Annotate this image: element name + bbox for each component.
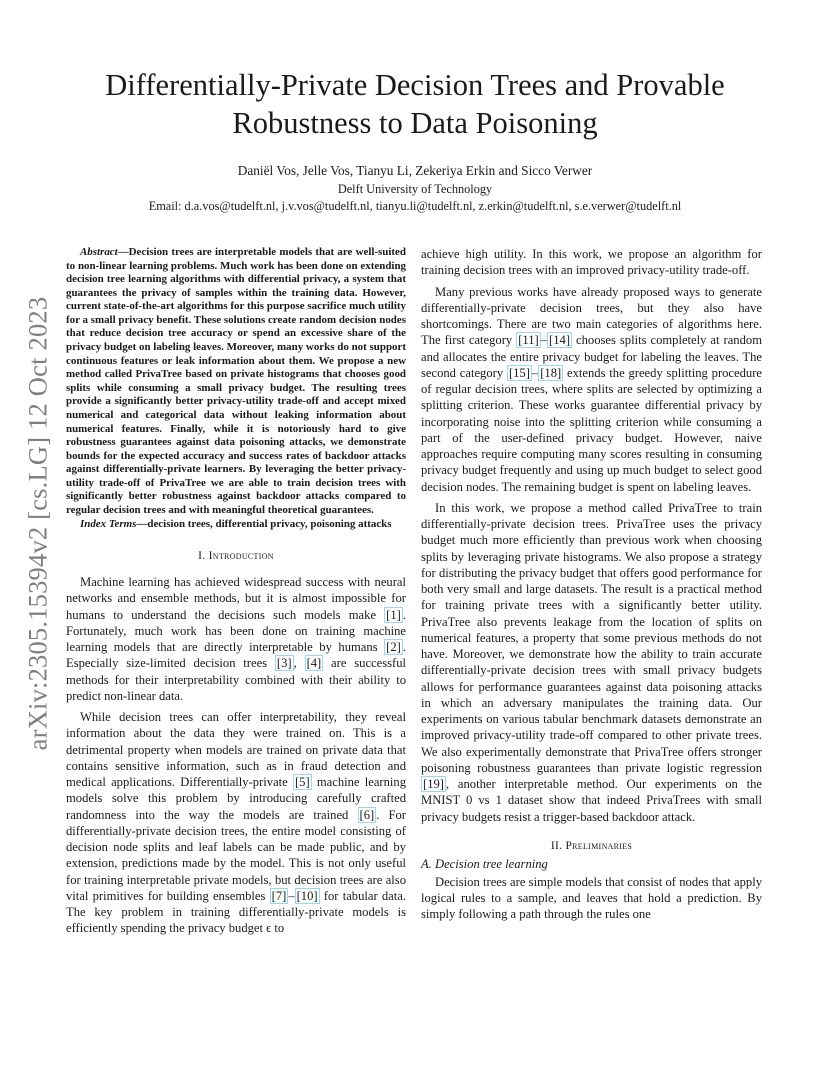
paragraph xyxy=(421,874,762,923)
paragraph-text: – xyxy=(288,888,295,903)
affiliation: Delft University of Technology xyxy=(337,182,493,196)
paragraph-text: for tabular data. The key problem in training differentially-private models is efficiently spending the privacy budget ϵ to xyxy=(66,888,406,936)
citation-link[interactable]: [7] xyxy=(271,888,287,903)
paragraph-text: . Fortunately, much work has been done on training machine learning models that are directly interpretable by humans xyxy=(66,607,406,655)
paragraph-text: In this work, we propose a method called PrivaTree to train differentially-private decision trees. PrivaTree uses the privacy budget much more efficiently than previous work when choosing splits by leveraging private histograms. We also propose a strategy for distributing the privacy budget that offers good performance for both very small and large datasets. The result is a practical method for training private trees with a significantly better utility. PrivaTree also prevents leakage from the location of splits on numerical features, a property that some previous methods do not have. Moreover, we demonstrate how the ability to train accurate differentially-private decision trees with small privacy budgets allows for performance guarantees against data poisoning attacks in which an adversary manipulates the training data. Our experiments on various tabular benchmark datasets demonstrate an improved privacy-utility trade-off compared to other private trees. We also experimentally demonstrate that PrivaTree offers stronger poisoning robustness guarantees than private logistic regression xyxy=(421,500,762,775)
title-line-2: Robustness to Data Poisoning xyxy=(232,106,598,140)
section-heading-introduction xyxy=(66,550,406,562)
section-number: I. xyxy=(198,550,206,563)
citation-link[interactable]: [3] xyxy=(276,656,292,671)
index-terms xyxy=(66,518,406,532)
paper-title xyxy=(70,66,760,142)
paragraph-text: , xyxy=(293,656,305,671)
citation-link[interactable]: [15] xyxy=(508,365,530,380)
citation-link[interactable]: [10] xyxy=(296,888,318,903)
paragraph-text: While decision trees can offer interpretability, they reveal information about the data they were trained on. This is a detrimental property when models are trained on private data that contains sensitive information, such as in fraud detection and medical applications. Differentially-private xyxy=(66,710,406,790)
paragraph xyxy=(421,246,762,279)
section-title: Preliminaries xyxy=(565,839,633,852)
paragraph-text: Decision trees are simple models that consist of nodes that apply logical rules to a sample, and leaves that hold a prediction. By simply following a path through the rules one xyxy=(421,874,762,922)
paragraph xyxy=(421,284,762,495)
paragraph-text: chooses splits completely at random and allocates the entire privacy budget for labeling the leaves. The second category xyxy=(421,333,762,380)
abstract xyxy=(66,246,406,518)
arxiv-identifier-stamp xyxy=(18,288,58,758)
paragraph-text: machine learning models solve this problem by introducing carefully crafted randomness into the way the models are trained xyxy=(66,775,406,822)
paragraph-text: Machine learning has achieved widespread success with neural networks and ensemble methods, but it is almost impossible for humans to understand the decisions such models make xyxy=(66,575,406,622)
index-terms-label: Index Terms xyxy=(80,517,137,530)
right-column xyxy=(421,246,762,928)
paragraph-text: . Especially size-limited decision trees xyxy=(66,640,406,671)
citation-link[interactable]: [11] xyxy=(518,333,539,348)
section-title: Introduction xyxy=(208,550,274,563)
paragraph-text: Many previous works have already proposed ways to generate differentially-private decision trees, but they also have shortcomings. There are two main categories of algorithms here. The first category xyxy=(421,284,762,348)
citation-link[interactable]: [14] xyxy=(549,333,571,348)
subsection-heading: A. Decision tree learning xyxy=(421,856,548,871)
section-heading-preliminaries xyxy=(421,840,762,852)
abstract-text: —Decision trees are interpretable models that are well-suited to non-linear learning problems. Much work has been done on extending decision tree learning algorithms with differential privacy, a system that guarantees the privacy of samples within the training data. However, current state-of-the-art algorithms for this purpose sacrifice much utility for a small privacy benefit. These solutions create random decision nodes that reduce decision tree accuracy or spend an excessive share of the privacy budget on labeling leaves. Moreover, many works do not support continuous features or leak information about them. We propose a new method called PrivaTree based on private histograms that chooses good splits while consuming a small privacy budget. The resulting trees provide a significantly better privacy-utility trade-off and accept mixed numerical and categorical data without leaking information about numerical features. Finally, while it is notoriously hard to give robustness guarantees against data poisoning attacks, we demonstrate bounds for the expected accuracy and success rates of backdoor attacks against differentially-private learners. By leveraging the better privacy-utility trade-off of PrivaTree we are able to train decision trees with significantly better robustness against backdoor attacks compared to regular decision trees and with meaningful theoretical guarantees. xyxy=(66,246,406,516)
citation-link[interactable]: [6] xyxy=(359,807,375,822)
paragraph xyxy=(421,500,762,825)
paragraph-text: achieve high utility. In this work, we propose an algorithm for training decision trees with an improved privacy-utility trade-off. xyxy=(421,247,762,278)
paragraph-text: extends the greedy splitting procedure of regular decision trees, where splits are selected by optimizing a splitting criterion. These works guarantee differential privacy by incorporating noise into the splitting criterion while consuming a part of the user-defined privacy budget. However, naive approaches require computing many scores resulting in consuming privacy budget frequently and using up much budget to select good decision nodes. The remaining budget is spent on labeling leaves. xyxy=(421,365,762,494)
paragraph xyxy=(66,574,406,704)
citation-link[interactable]: [5] xyxy=(294,775,310,790)
author-list: Daniël Vos, Jelle Vos, Tianyu Li, Zekeriya Erkin and Sicco Verwer xyxy=(237,163,593,178)
title-line-1: Differentially-Private Decision Trees and Provable xyxy=(105,68,725,102)
section-number: II. xyxy=(550,839,563,852)
index-terms-text: —decision trees, differential privacy, poisoning attacks xyxy=(136,517,392,530)
paragraph-text: – xyxy=(531,365,539,380)
paragraph-text: – xyxy=(540,333,548,348)
paragraph-text: are successful methods for their interpretability combined with their ability to predict non-linear data. xyxy=(66,656,407,703)
citation-link[interactable]: [19] xyxy=(423,777,444,791)
paragraph xyxy=(66,709,406,937)
citation-link[interactable]: [18] xyxy=(540,365,562,380)
citation-link[interactable]: [1] xyxy=(386,607,401,622)
author-emails: Email: d.a.vos@tudelft.nl, j.v.vos@tudelft.nl, tianyu.li@tudelft.nl, z.erkin@tudelft.nl, s.e.verwer@tudelft.nl xyxy=(148,199,682,213)
abstract-label: Abstract xyxy=(80,246,118,258)
citation-link[interactable]: [2] xyxy=(386,640,401,655)
paragraph-text: , another interpretable method. Our experiments on the MNIST 0 vs 1 dataset show that indeed PrivaTrees with small privacy budgets resist a trigger-based backdoor attack. xyxy=(421,777,762,824)
paragraph-text: . For differentially-private decision trees, the entire model consisting of decision node splits and leaf labels can be made public, and by extension, predictions made by the model. This is not only useful for training interpretable private models, but decision trees are also vital primitives for building ensembles xyxy=(66,807,406,903)
citation-link[interactable]: [4] xyxy=(306,656,322,671)
arxiv-stamp-text: arXiv:2305.15394v2 [cs.LG] 12 Oct 2023 xyxy=(22,296,53,750)
left-column xyxy=(66,246,406,942)
